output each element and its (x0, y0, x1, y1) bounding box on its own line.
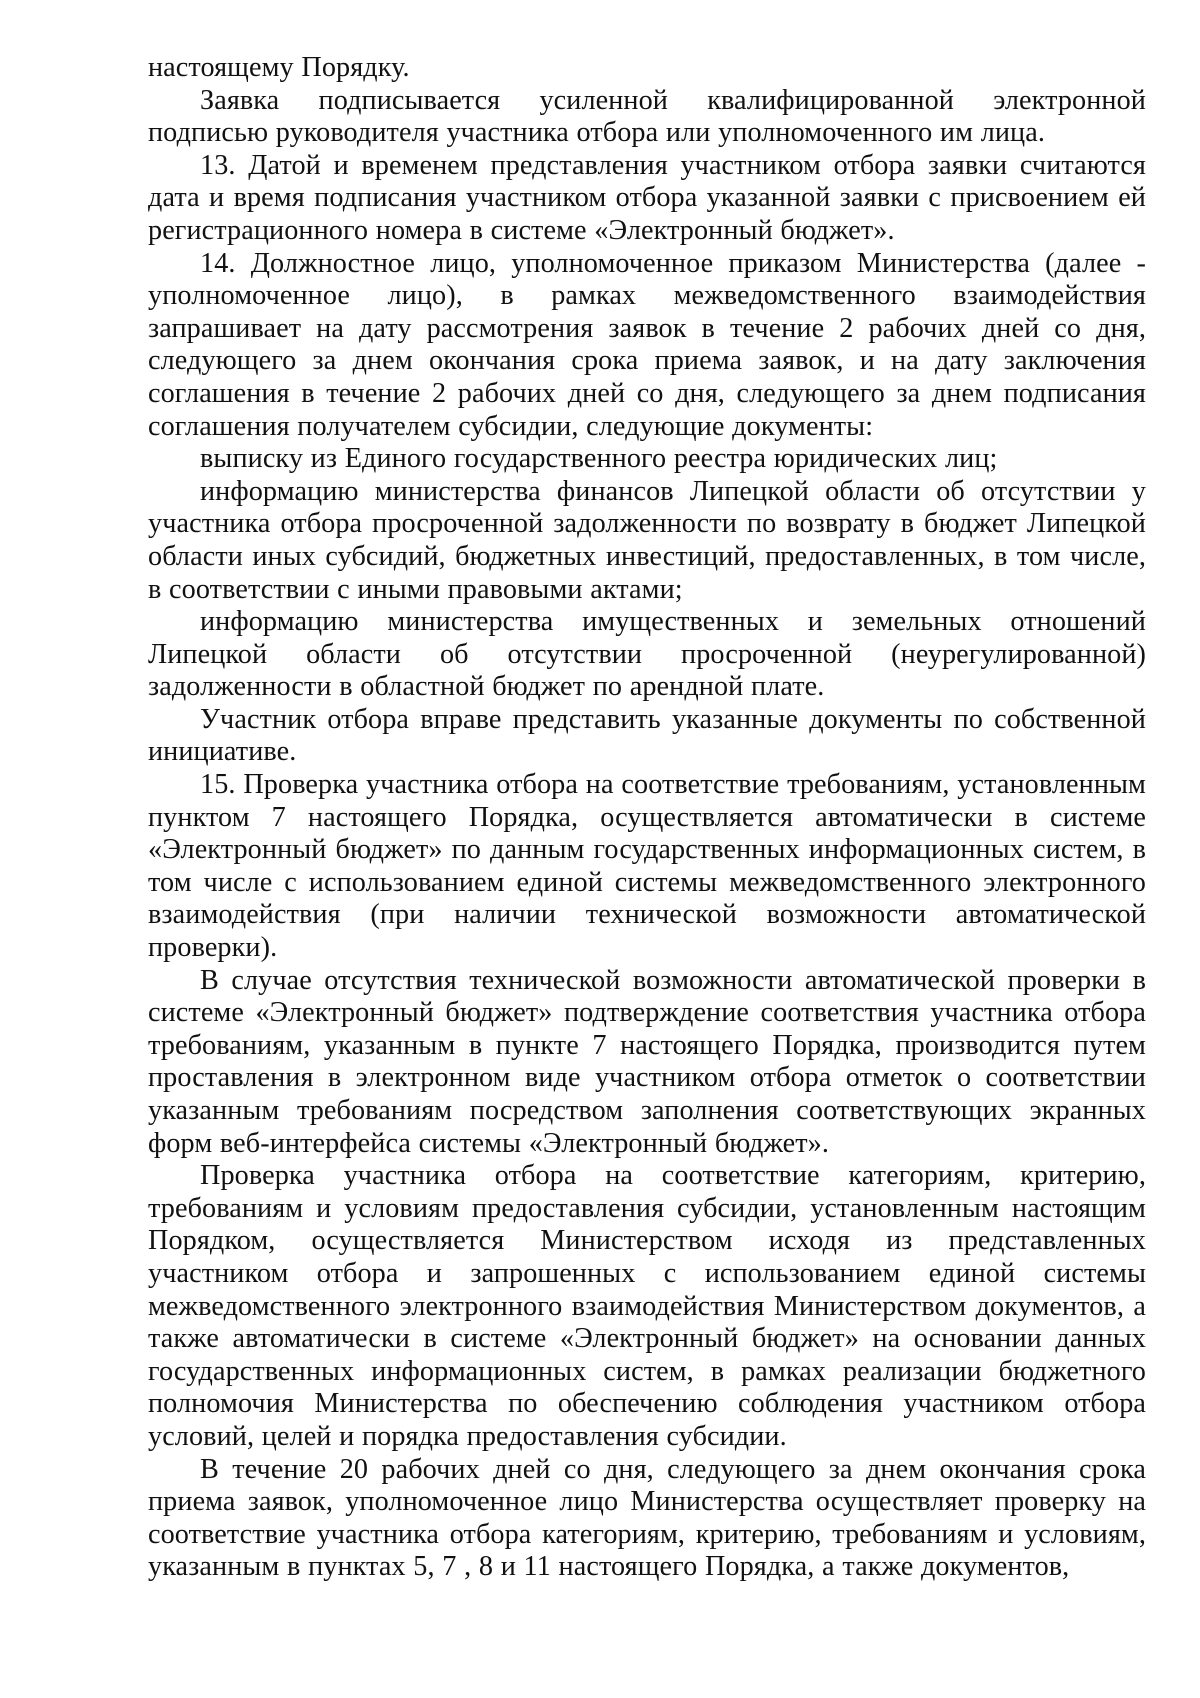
paragraph-20-days: В течение 20 рабочих дней со дня, следующего за днем окончания срока приема заявок, уполномоченное лицо Министерства осуществляет проверку на соответствие участника отбора категориям, критерию, требованиям и условиям, указанным в пунктах 5, 7 , 8 и 11 настоящего Порядка, а также документов, (148, 1453, 1146, 1583)
paragraph-property-info: информацию министерства имущественных и земельных отношений Липецкой области об отсутствии просроченной (неурегулированной) задолженности в областной бюджет по арендной плате. (148, 606, 1146, 703)
paragraph-14: 14. Должностное лицо, уполномоченное приказом Министерства (далее - уполномоченное лицо), в рамках межведомственного взаимодействия запрашивает на дату рассмотрения заявок в течение 2 рабочих дней со дня, следующего за днем окончания срока приема заявок, и на дату заключения соглашения в течение 2 рабочих дней со дня, следующего за днем подписания соглашения получателем субсидии, следующие документы: (148, 247, 1146, 442)
paragraph-finance-info: информацию министерства финансов Липецкой области об отсутствии у участника отбора просроченной задолженности по возврату в бюджет Липецкой области иных субсидий, бюджетных инвестиций, предоставленных, в том числе, в соответствии с иными правовыми актами; (148, 475, 1146, 605)
paragraph-ministry-check: Проверка участника отбора на соответствие категориям, критерию, требованиям и условиям предоставления субсидии, установленным настоящим Порядком, осуществляется Министерством исходя из представленных участником отбора и запрошенных с использованием единой системы межведомственного электронного взаимодействия Министерством документов, а также автоматически в системе «Электронный бюджет» на основании данных государственных информационных систем, в рамках реализации бюджетного полномочия Министерства по обеспечению соблюдения участником отбора условий, целей и порядка предоставления субсидии. (148, 1160, 1146, 1452)
paragraph-15: 15. Проверка участника отбора на соответствие требованиям, установленным пунктом 7 настоящего Порядка, осуществляется автоматически в системе «Электронный бюджет» по данным государственных информационных систем, в том числе с использованием единой системы межведомственного электронного взаимодействия (при наличии технической возможности автоматической проверки). (148, 769, 1146, 964)
document-page (148, 52, 1146, 1584)
paragraph-own-initiative: Участник отбора вправе представить указанные документы по собственной инициативе. (148, 703, 1146, 768)
paragraph-13: 13. Датой и временем представления участником отбора заявки считаются дата и время подписания участником отбора указанной заявки с присвоением ей регистрационного номера в системе «Электронный бюджет». (148, 149, 1146, 246)
paragraph-continuation: настоящему Порядку. (148, 52, 410, 83)
paragraph-manual-check: В случае отсутствия технической возможности автоматической проверки в системе «Электронный бюджет» подтверждение соответствия участника отбора требованиям, указанным в пункте 7 настоящего Порядка, производится путем проставления в электронном виде участником отбора отметок о соответствии указанным требованиям посредством заполнения соответствующих экранных форм веб-интерфейса системы «Электронный бюджет». (148, 964, 1146, 1159)
paragraph-signature: Заявка подписывается усиленной квалифицированной электронной подписью руководителя участника отбора или уполномоченного им лица. (148, 84, 1146, 149)
paragraph-registry-extract: выписку из Единого государственного реестра юридических лиц; (200, 443, 998, 475)
